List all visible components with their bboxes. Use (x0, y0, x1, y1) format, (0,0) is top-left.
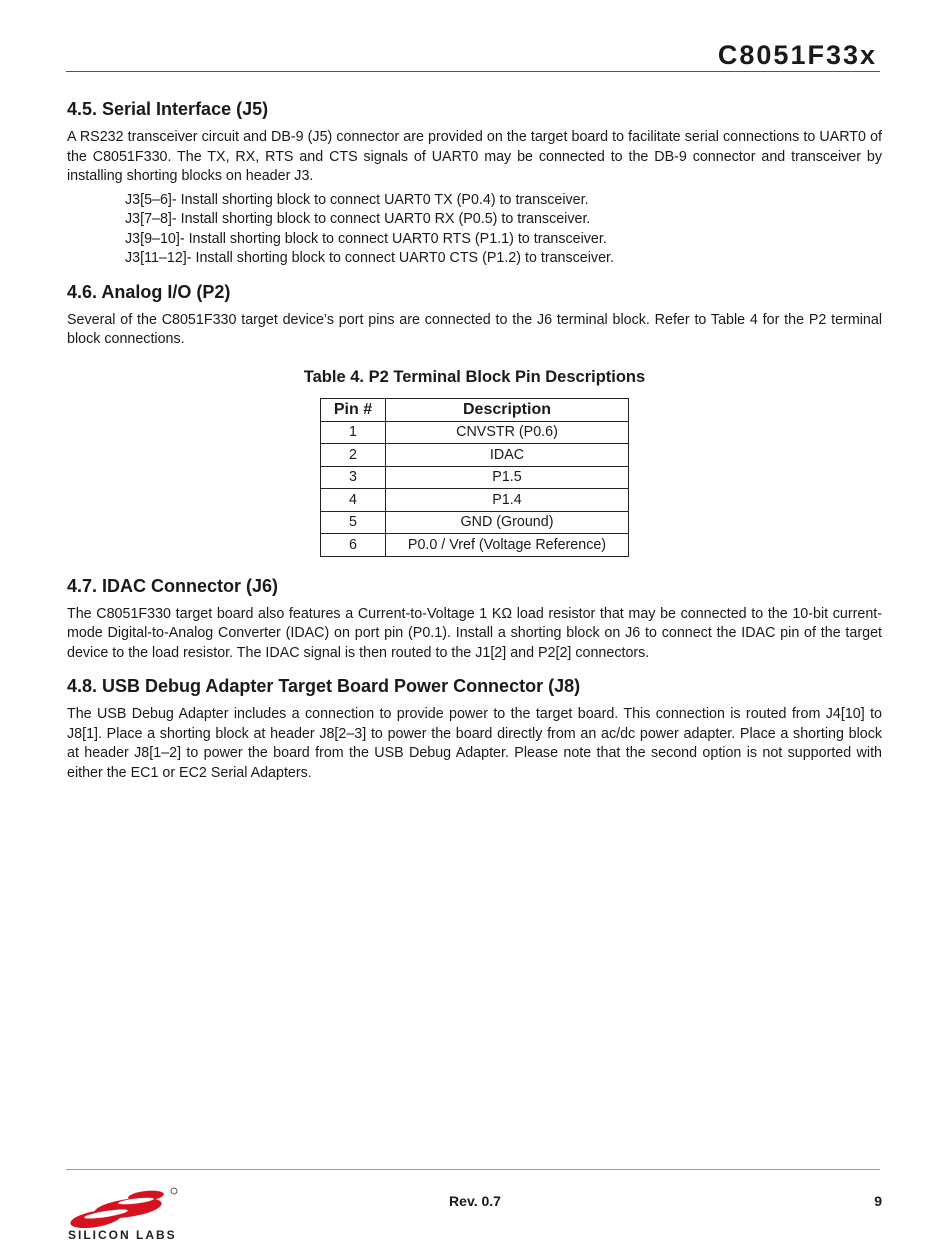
document-title: C8051F33x (717, 40, 877, 70)
header-rule (66, 71, 880, 72)
section-paragraph: The C8051F330 target board also features a Current-to-Voltage 1 KΩ load resistor that may be connected to the 10-bit current-mode Digital-to-Analog Converter (IDAC) on port pin (P0.1). Install a shorting block on J6 to connect the IDAC pin of the target device to the load resistor. The IDAC signal is then routed to the J1[2] and P2[2] connectors. (67, 605, 882, 661)
footer-page-number: 9 (874, 1193, 882, 1209)
section-serial-interface (67, 96, 882, 269)
section-analog-io (67, 279, 882, 557)
table-cell: IDAC (386, 444, 629, 467)
table-row (321, 421, 629, 444)
table-cell: 6 (321, 534, 386, 557)
section-idac-connector (67, 573, 882, 664)
section-heading: 4.6. Analog I/O (P2) (67, 281, 231, 302)
table-row (321, 444, 629, 467)
section-heading: 4.5. Serial Interface (J5) (67, 99, 269, 119)
section-heading: 4.7. IDAC Connector (J6) (67, 575, 279, 596)
column-header-pin: Pin # (321, 398, 386, 421)
table-cell: 3 (321, 466, 386, 489)
list-item: J3[11–12]- Install shorting block to connect UART0 CTS (P1.2) to transceiver. (125, 250, 614, 266)
pin-table (320, 398, 629, 557)
table-cell: P1.4 (386, 489, 629, 512)
table-cell: 5 (321, 511, 386, 534)
table-row (321, 511, 629, 534)
table-cell: 1 (321, 421, 386, 444)
list-item: J3[5–6]- Install shorting block to connect UART0 TX (P0.4) to transceiver. (125, 191, 589, 208)
logo-wordmark: SILICON LABS (68, 1228, 177, 1242)
table-row (321, 534, 629, 557)
section-paragraph: Several of the C8051F330 target device’s port pins are connected to the J6 terminal block. Refer to Table 4 for the P2 terminal block connections. (67, 311, 882, 347)
table-cell: 4 (321, 489, 386, 512)
section-paragraph: The USB Debug Adapter includes a connection to provide power to the target board. This connection is routed from J4[10] to J8[1]. Place a shorting block at header J8[2–3] to power the board directly from an ac/dc power adapter. Place a shorting block at header J8[1–2] to power the board from the USB Debug Adapter. Please note that the second option is not supported with either the EC1 or EC2 Serial Adapters. (67, 706, 882, 781)
table-cell: P1.5 (386, 466, 629, 489)
section-heading: 4.8. USB Debug Adapter Target Board Power Connector (J8) (67, 676, 581, 696)
table-caption: Table 4. P2 Terminal Block Pin Descriptions (303, 367, 646, 386)
table-cell: CNVSTR (P0.6) (386, 421, 629, 444)
jumper-list (125, 191, 882, 269)
page-content (67, 96, 882, 793)
table-row (321, 466, 629, 489)
table-row (321, 489, 629, 512)
footer-revision: Rev. 0.7 (449, 1193, 501, 1209)
section-usb-power-connector (67, 673, 882, 783)
table-header-row (321, 398, 629, 421)
table-cell: GND (Ground) (386, 511, 629, 534)
table-cell: 2 (321, 444, 386, 467)
column-header-description: Description (386, 398, 629, 421)
list-item: J3[7–8]- Install shorting block to connect UART0 RX (P0.5) to transceiver. (125, 211, 591, 227)
section-paragraph: A RS232 transceiver circuit and DB-9 (J5) connector are provided on the target board to facilitate serial connections to UART0 of the C8051F330. The TX, RX, RTS and CTS signals of UART0 may be connected to the DB-9 connector and transceiver by installing shorting blocks on header J3. (67, 129, 882, 184)
table-cell: P0.0 / Vref (Voltage Reference) (386, 534, 629, 557)
list-item: J3[9–10]- Install shorting block to connect UART0 RTS (P1.1) to transceiver. (125, 230, 607, 247)
footer-rule (66, 1169, 880, 1170)
